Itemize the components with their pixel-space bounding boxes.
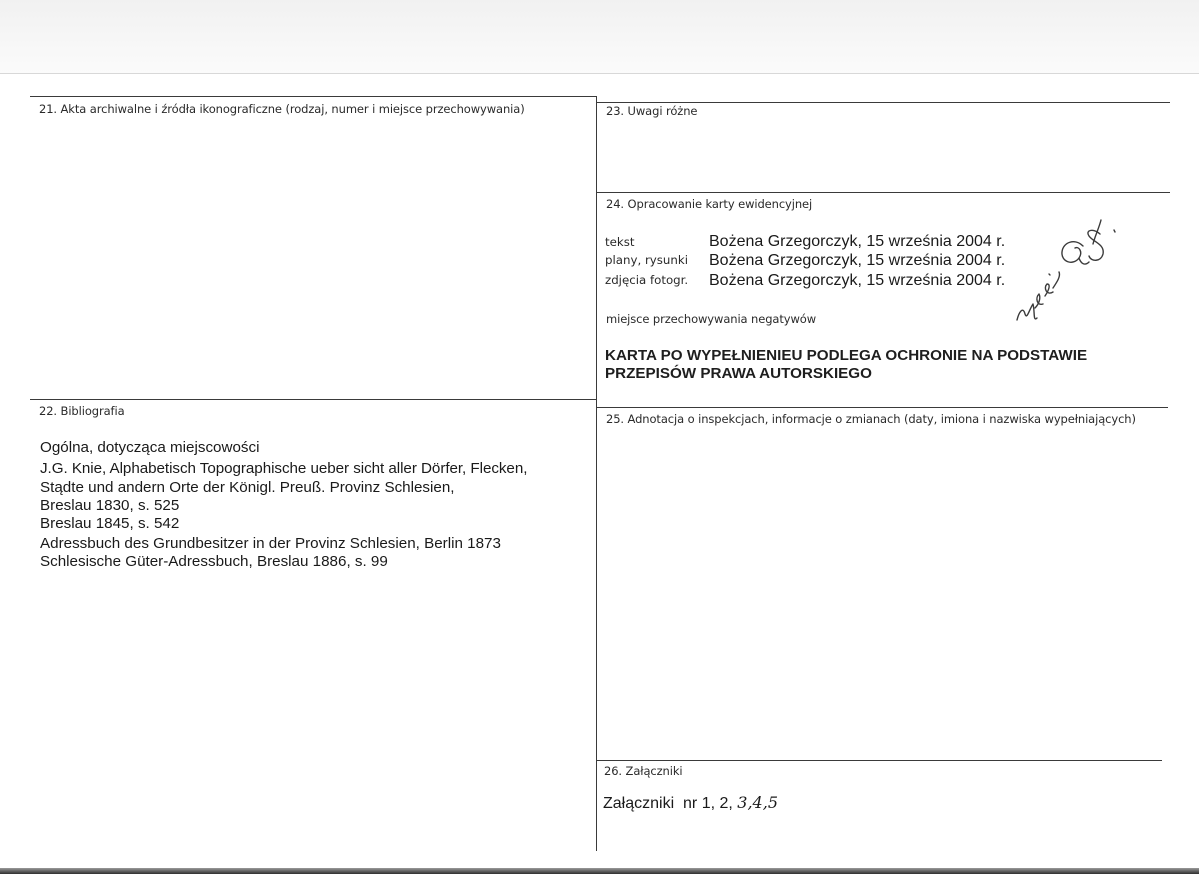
entry-value-tekst: Bożena Grzegorczyk, 15 września 2004 r.	[709, 233, 1006, 250]
section-22-label: 22. Bibliografia	[39, 404, 125, 418]
bibliography-line-1: Ogólna, dotycząca miejscowości	[40, 439, 260, 456]
bibliography-line-3: Stądte und andern Orte der Königl. Preuß. Provinz Schlesien,	[40, 479, 455, 496]
scan-edge	[0, 73, 1199, 74]
attachments-text	[603, 793, 778, 813]
section-21-label: 21. Akta archiwalne i źródła ikonograficzne (rodzaj, numer i miejsce przechowywania)	[39, 102, 525, 116]
section-24-label: 24. Opracowanie karty ewidencyjnej	[606, 197, 813, 211]
entry-key-tekst: tekst	[605, 235, 635, 249]
bibliography-line-6: Adressbuch des Grundbesitzer in der Provinz Schlesien, Berlin 1873	[40, 535, 501, 552]
scan-bottom-edge	[0, 868, 1199, 874]
section-23-label: 23. Uwagi różne	[606, 104, 698, 118]
rule-26-top	[596, 760, 1162, 761]
bibliography-line-5: Breslau 1845, s. 542	[40, 515, 180, 532]
column-divider	[596, 96, 597, 851]
attachments-handwritten-numbers: 3,4,5	[737, 793, 778, 812]
rule-21-top	[30, 96, 596, 97]
section-26-label: 26. Załączniki	[604, 764, 683, 778]
copyright-notice-line-1: KARTA PO WYPEŁNIENIEU PODLEGA OCHRONIE NA PODSTAWIE	[605, 347, 1088, 364]
rule-23-top	[596, 102, 1170, 103]
rule-24-top	[596, 192, 1170, 193]
entry-value-zdjecia: Bożena Grzegorczyk, 15 września 2004 r.	[709, 272, 1006, 289]
rule-22-top	[30, 399, 596, 400]
bibliography-line-7: Schlesische Güter-Adressbuch, Breslau 1886, s. 99	[40, 553, 388, 570]
copyright-notice-line-2: PRZEPISÓW PRAWA AUTORSKIEGO	[605, 365, 872, 382]
entry-key-plany: plany, rysunki	[605, 253, 688, 267]
rule-25-top	[596, 407, 1168, 408]
negatives-location-label: miejsce przechowywania negatywów	[606, 312, 817, 326]
bibliography-line-2: J.G. Knie, Alphabetisch Topographische ueber sicht aller Dörfer, Flecken,	[40, 460, 528, 477]
section-25-label: 25. Adnotacja o inspekcjach, informacje o zmianach (daty, imiona i nazwiska wypełniających)	[606, 412, 1136, 426]
bibliography-line-4: Breslau 1830, s. 525	[40, 497, 180, 514]
handwritten-signature	[1005, 200, 1130, 340]
attachments-prefix: Załączniki nr 1, 2,	[603, 795, 738, 812]
entry-key-zdjecia: zdjęcia fotogr.	[605, 273, 689, 287]
entry-value-plany: Bożena Grzegorczyk, 15 września 2004 r.	[709, 252, 1006, 269]
scan-top-margin	[0, 0, 1199, 74]
